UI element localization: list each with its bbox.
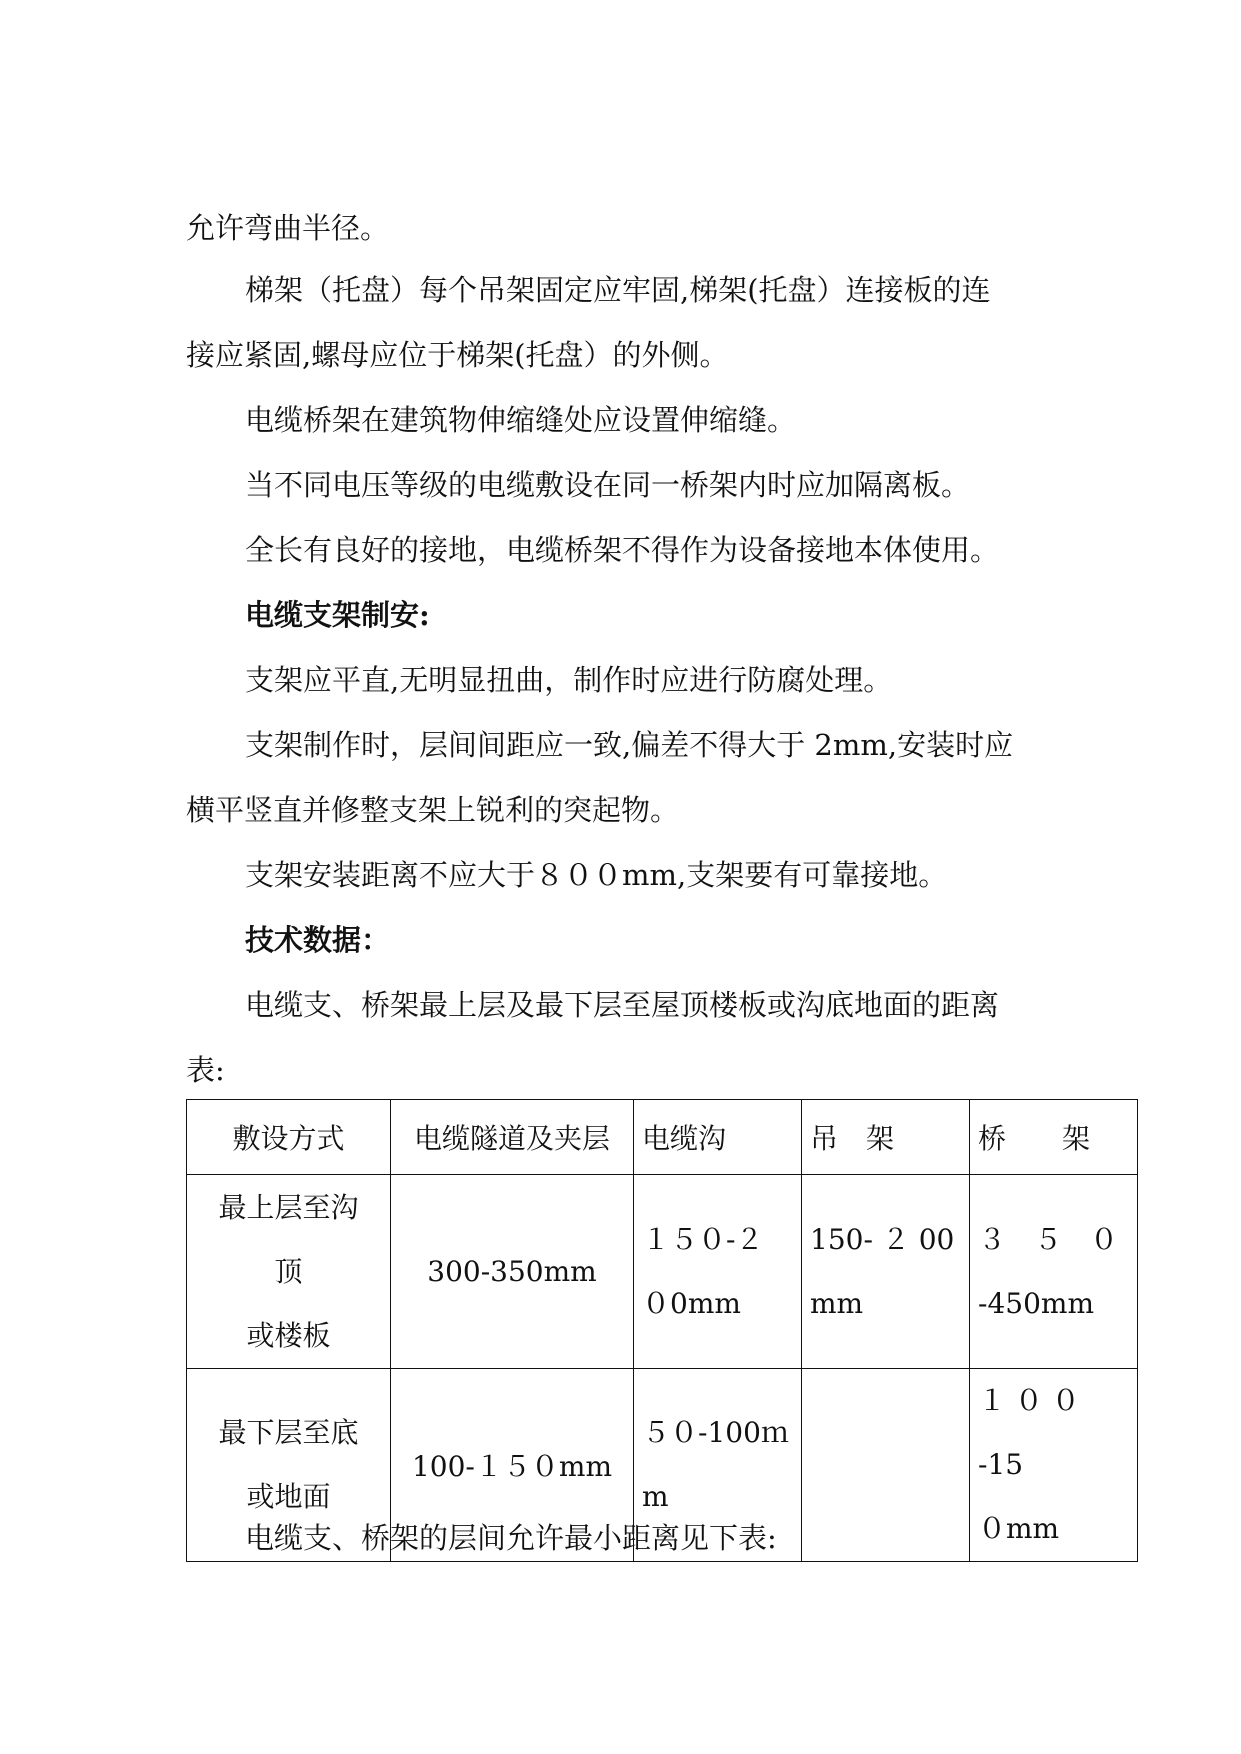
cell-line: -450mm (978, 1286, 1095, 1320)
table-cell (802, 1175, 970, 1369)
cell-line: m (642, 1480, 669, 1513)
cell-line: １ ０ ０ -15 (978, 1384, 1080, 1481)
paragraph: 支架应平直,无明显扭曲，制作时应进行防腐处理。 (245, 663, 893, 697)
cell-line: ０0mm (642, 1286, 741, 1320)
cell-line: 最下层至底 (218, 1416, 359, 1449)
table-header-row (187, 1100, 1138, 1175)
paragraph: 允许弯曲半径。 (186, 211, 390, 245)
paragraph: 表: (186, 1053, 225, 1087)
table-cell (970, 1369, 1138, 1562)
paragraph: 电缆支、桥架最上层及最下层至屋顶楼板或沟底地面的距离 (245, 988, 1000, 1022)
section-heading: 技术数据： (245, 923, 391, 957)
paragraph: 电缆桥架在建筑物伸缩缝处应设置伸缩缝。 (245, 403, 797, 437)
cell-line: 150- ２ 00 (810, 1222, 955, 1256)
table-cell (970, 1175, 1138, 1369)
paragraph: 电缆支、桥架的层间允许最小距离见下表: (245, 1521, 777, 1555)
table-cell: 100-１５０mm (391, 1369, 634, 1562)
table-header-cell: 桥 架 (970, 1100, 1138, 1175)
cell-line: ３ ５ ０ (978, 1222, 1119, 1256)
table-row (187, 1175, 1138, 1369)
paragraph: 当不同电压等级的电缆敷设在同一桥架内时应加隔离板。 (245, 468, 971, 502)
paragraph: 接应紧固,螺母应位于梯架(托盘）的外侧。 (186, 338, 729, 372)
cell-line: ５０-100ｍ (642, 1416, 789, 1449)
table-header-cell: 电缆隧道及夹层 (391, 1100, 634, 1175)
table-cell-empty (802, 1369, 970, 1562)
cell-line: mm (810, 1286, 864, 1320)
section-heading: 电缆支架制安: (245, 598, 430, 632)
table-cell (634, 1175, 802, 1369)
cell-line: 顶 (274, 1254, 303, 1288)
paragraph: 梯架（托盘）每个吊架固定应牢固,梯架(托盘）连接板的连 (245, 273, 991, 307)
cell-line: 或楼板 (246, 1318, 331, 1352)
paragraph: 横平竖直并修整支架上锐利的突起物。 (186, 793, 680, 827)
table-header-cell: 吊 架 (802, 1100, 970, 1175)
distance-table (186, 1099, 1138, 1562)
paragraph: 全长有良好的接地，电缆桥架不得作为设备接地本体使用。 (245, 533, 1000, 567)
cell-line: 最上层至沟 (218, 1190, 359, 1224)
table-cell (187, 1175, 391, 1369)
cell-line: 或地面 (246, 1480, 331, 1513)
cell-line: ０mm (978, 1512, 1060, 1545)
table-header-cell: 电缆沟 (634, 1100, 802, 1175)
cell-line: １５０-２ (642, 1222, 764, 1256)
paragraph: 支架安装距离不应大于８００mm,支架要有可靠接地。 (245, 858, 948, 892)
table-header-cell: 敷设方式 (187, 1100, 391, 1175)
table-cell: 300-350mm (391, 1175, 634, 1369)
paragraph: 支架制作时，层间间距应一致,偏差不得大于 2mm,安装时应 (245, 728, 1014, 762)
